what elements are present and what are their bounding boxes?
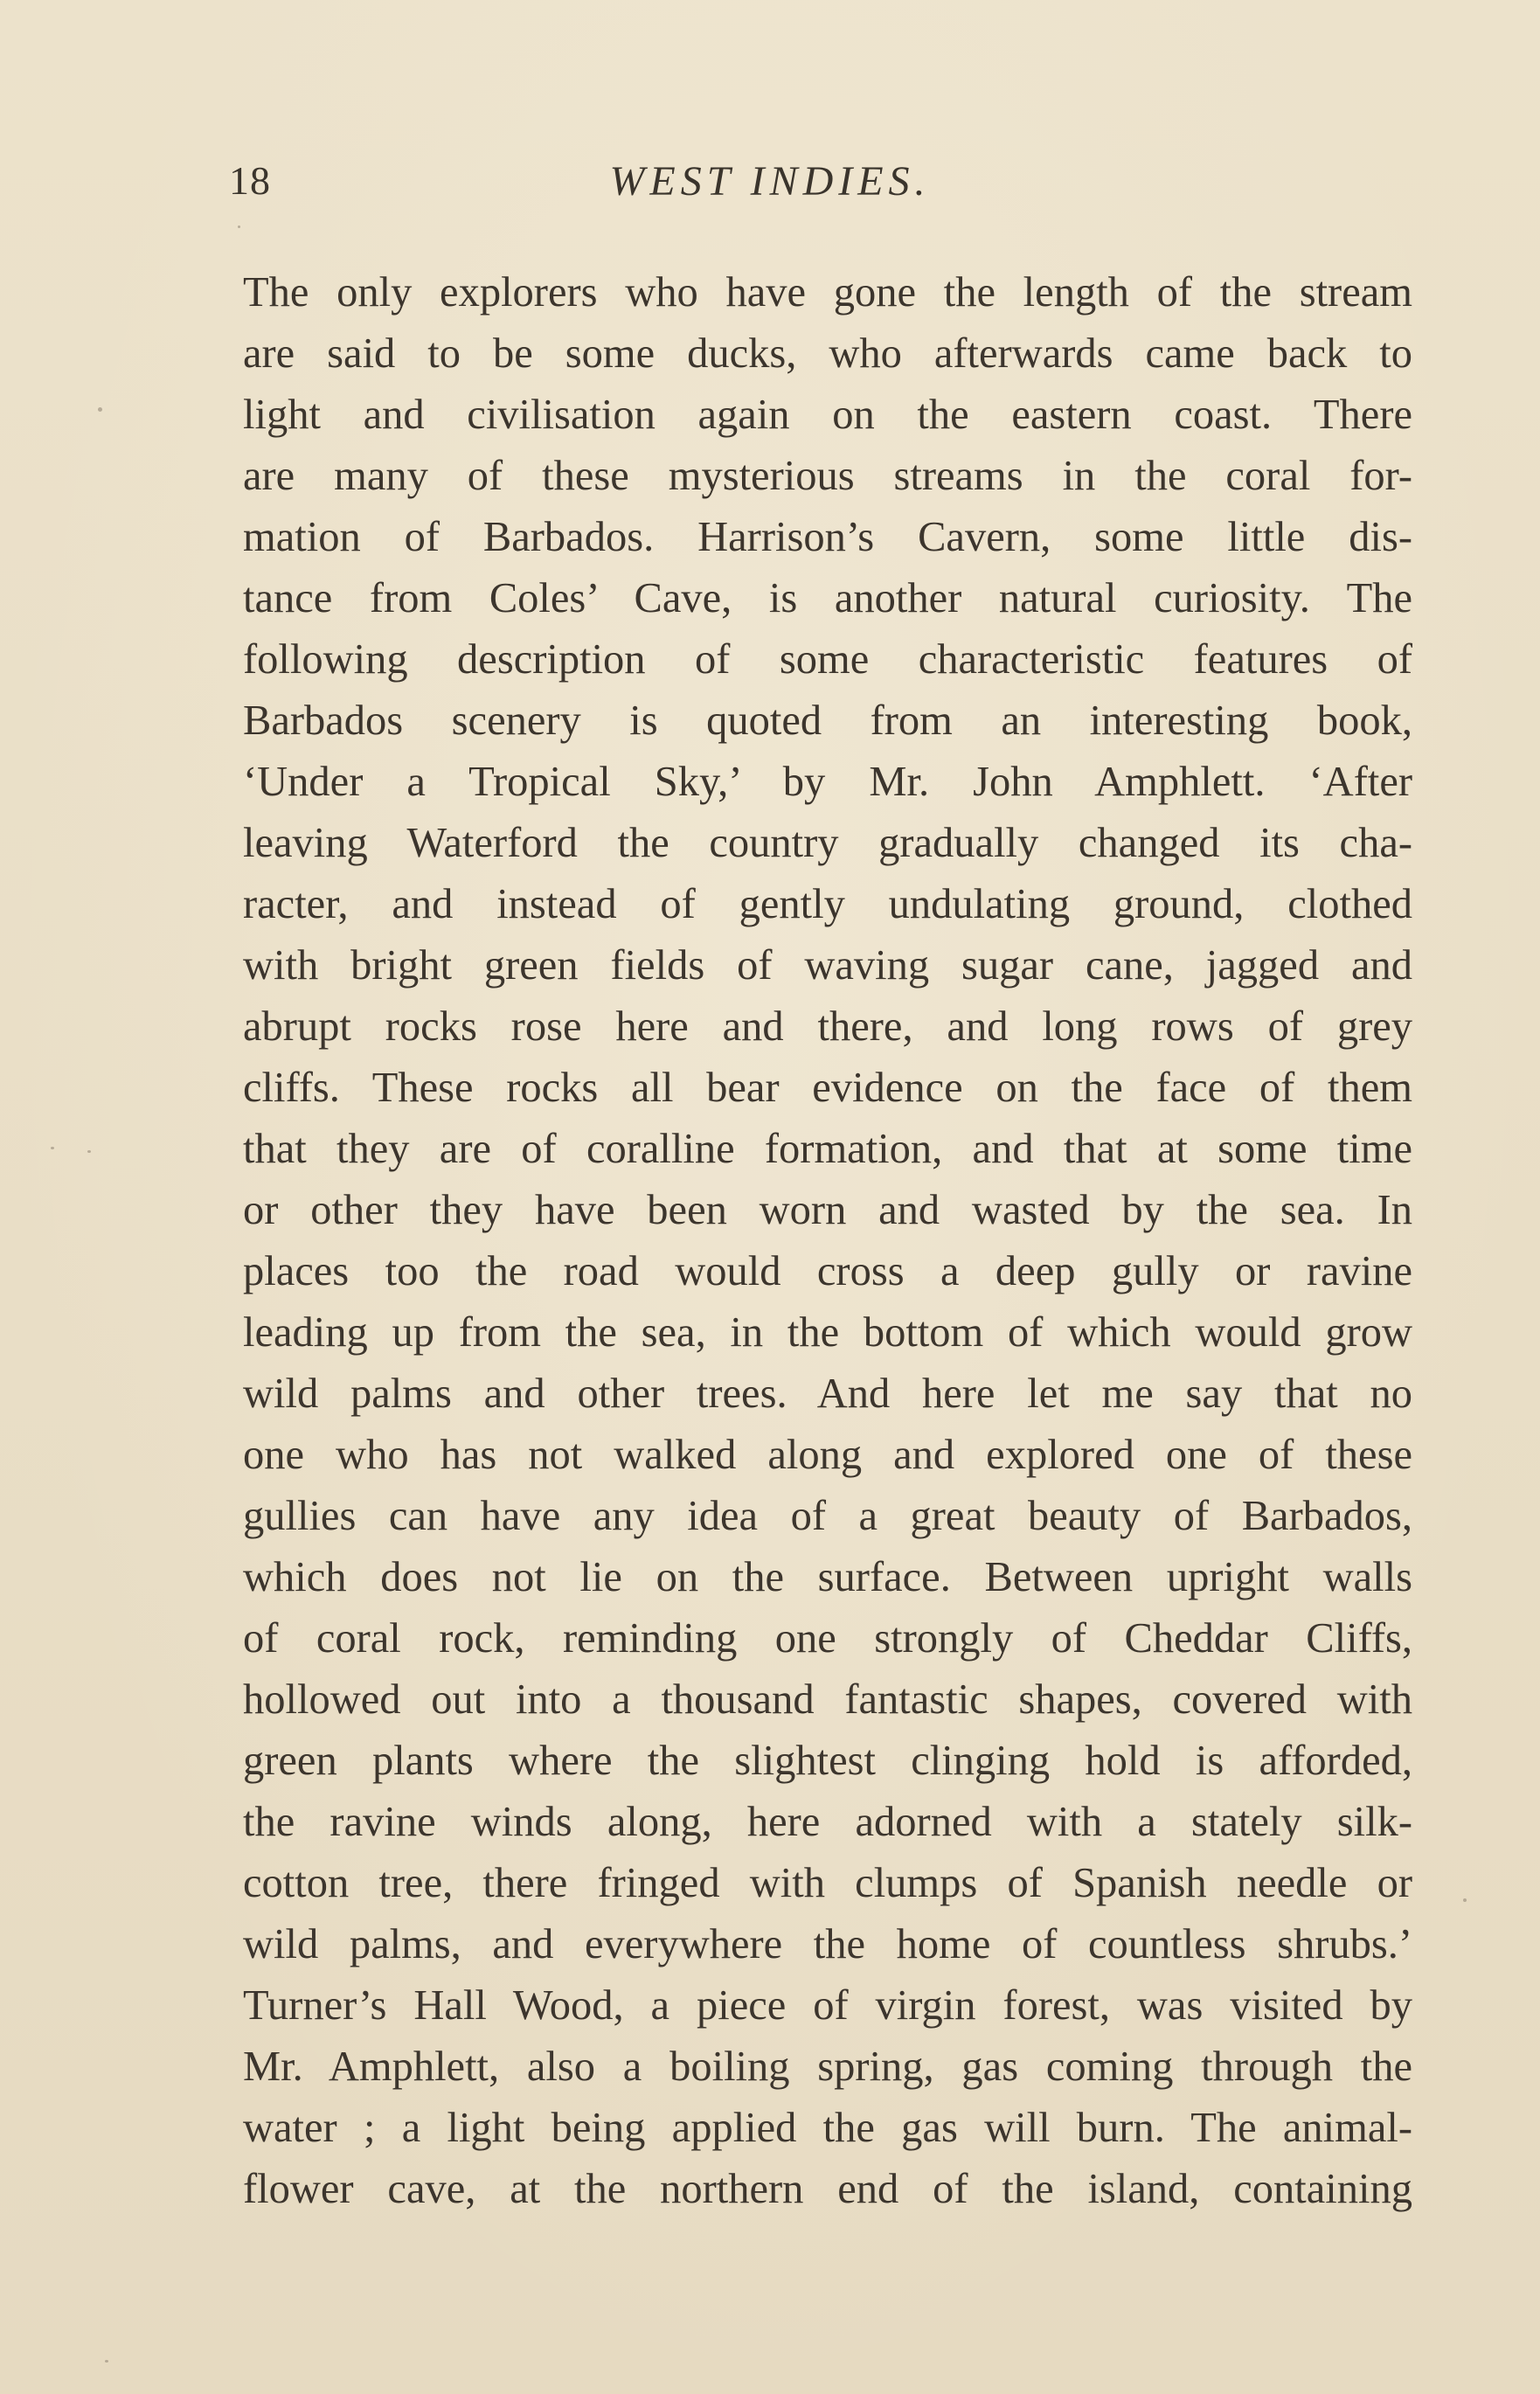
text-line: leading up from the sea, in the bottom of which would grow (243, 1309, 1412, 1356)
text-line: are many of these mysterious streams in the coral for- (243, 453, 1412, 499)
text-line: with bright green fields of waving sugar cane, jagged and (243, 942, 1412, 989)
text-line: or other they have been worn and wasted by the sea. In (243, 1187, 1412, 1233)
text-line: racter, and instead of gently undulating ground, clothed (243, 881, 1412, 927)
text-line: Barbados scenery is quoted from an interesting book, (243, 697, 1412, 744)
paper-speck (51, 1147, 54, 1149)
text-line: Turner’s Hall Wood, a piece of virgin forest, was visited by (243, 1982, 1412, 2029)
text-line: wild palms, and everywhere the home of countless shrubs.’ (243, 1921, 1412, 1967)
text-line: wild palms and other trees. And here let me say that no (243, 1370, 1412, 1417)
text-line: cliffs. These rocks all bear evidence on the face of them (243, 1065, 1412, 1111)
text-line: light and civilisation again on the eastern coast. There (243, 392, 1412, 438)
text-line: mation of Barbados. Harrison’s Cavern, some little dis- (243, 514, 1412, 560)
paper-speck (238, 226, 240, 228)
text-line: cotton tree, there fringed with clumps of Spanish needle or (243, 1860, 1412, 1906)
paper-speck (87, 1150, 91, 1153)
text-line: one who has not walked along and explored one of these (243, 1432, 1412, 1478)
text-line: places too the road would cross a deep gully or ravine (243, 1248, 1412, 1294)
text-line: hollowed out into a thousand fantastic shapes, covered with (243, 1676, 1412, 1723)
text-line: ‘Under a Tropical Sky,’ by Mr. John Amphlett. ‘After (243, 759, 1412, 805)
page-number: 18 (229, 158, 271, 203)
text-line: following description of some characteristic features of (243, 636, 1412, 683)
text-line: water ; a light being applied the gas will burn. The animal- (243, 2105, 1412, 2151)
paper-speck (1463, 1898, 1467, 1902)
text-line: the ravine winds along, here adorned with a stately silk- (243, 1799, 1412, 1845)
text-line: gullies can have any idea of a great beauty of Barbados, (243, 1493, 1412, 1539)
text-line: abrupt rocks rose here and there, and long rows of grey (243, 1003, 1412, 1050)
text-line: that they are of coralline formation, and that at some time (243, 1126, 1412, 1172)
text-line: are said to be some ducks, who afterwards came back to (243, 330, 1412, 377)
text-line: The only explorers who have gone the length of the stream (243, 269, 1412, 316)
text-line: flower cave, at the northern end of the island, containing (243, 2166, 1412, 2212)
paper-speck (105, 2360, 108, 2363)
text-line: of coral rock, reminding one strongly of Cheddar Cliffs, (243, 1615, 1412, 1662)
paper-speck (98, 407, 102, 412)
running-head: WEST INDIES. (609, 158, 931, 205)
text-line: green plants where the slightest clinging hold is afforded, (243, 1738, 1412, 1784)
text-line: leaving Waterford the country gradually changed its cha- (243, 820, 1412, 866)
text-line: which does not lie on the surface. Between upright walls (243, 1554, 1412, 1600)
text-line: Mr. Amphlett, also a boiling spring, gas coming through the (243, 2044, 1412, 2090)
body-paragraph (243, 262, 1412, 2220)
text-line: tance from Coles’ Cave, is another natural curiosity. The (243, 575, 1412, 621)
